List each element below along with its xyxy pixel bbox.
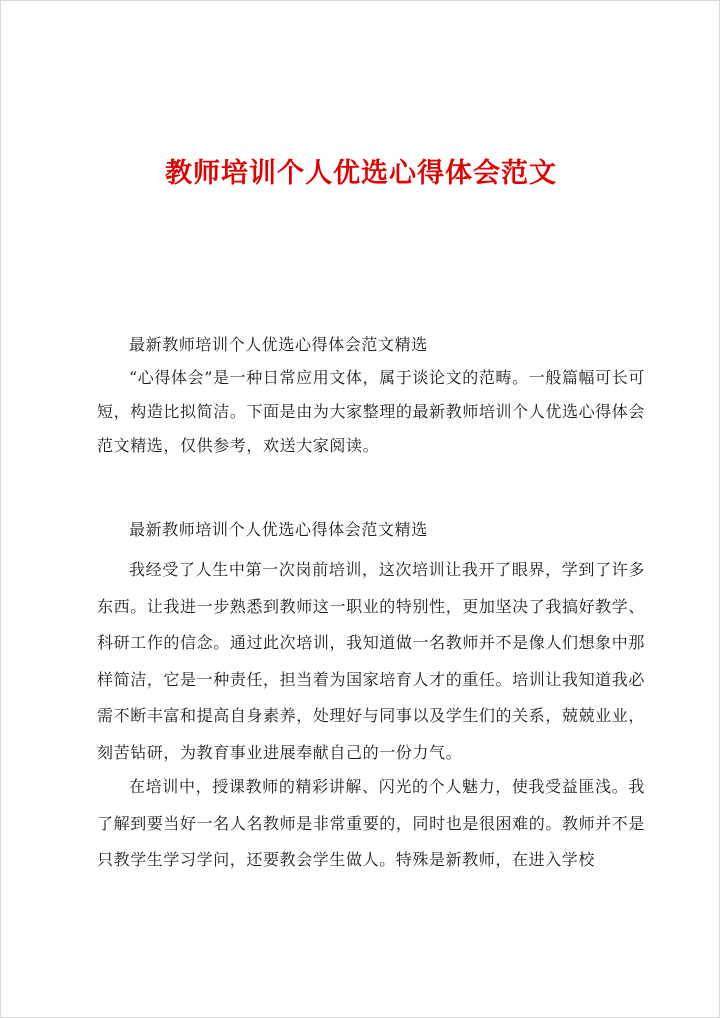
paragraph: “心得体会”是一种日常应用文体，属于谈论文的范畴。一般篇幅可长可短，构造比拟简洁。下面是由为大家整理的最新教师培训个人优选心得体会范文精选，仅供参考，欢送大家阅读。 xyxy=(97,368,645,455)
document-title: 教师培训个人优选心得体会范文 xyxy=(165,158,557,189)
paragraph: 在培训中，授课教师的精彩讲解、闪光的个人魅力，使我受益匪浅。我了解到要当好一名人名教师是非常重要的，同时也是很困难的。教师并不是只教学生学习学问，还要教会学生做人。特殊是新教师，在进入学校 xyxy=(97,777,645,869)
section-heading: 最新教师培训个人优选心得体会范文精选 xyxy=(129,520,428,539)
paragraph: 我经受了人生中第一次岗前培训，这次培训让我开了眼界，学到了许多东西。让我进一步熟悉到教师这一职业的特别性，更加坚决了我搞好教学、科研工作的信念。通过此次培训，我知道做一名教师并不是像人们想象中那样简洁，它是一种责任，担当着为国家培育人才的重任。培训让我知道我必需不断丰富和提高自身素养，处理好与同事以及学生们的关系，兢兢业业，刻苦钻研，为教育事业进展奉献自己的一份力气。 xyxy=(97,560,645,762)
section-heading: 最新教师培训个人优选心得体会范文精选 xyxy=(129,335,428,354)
